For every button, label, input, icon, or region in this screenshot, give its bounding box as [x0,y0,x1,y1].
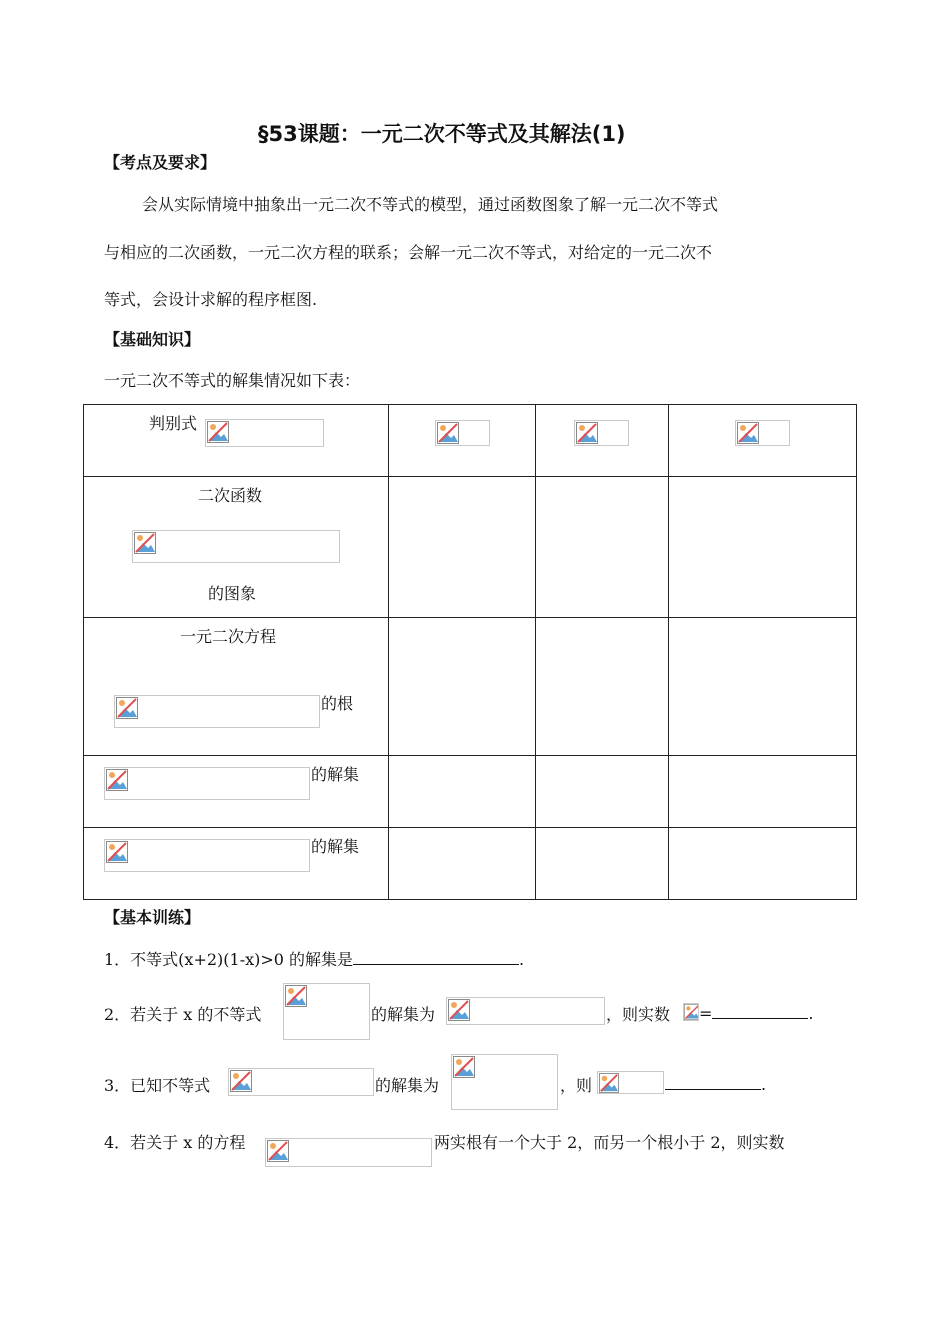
section-training: 【基本训练】 [104,908,201,927]
table-cell [536,405,669,477]
table-row-equation-roots [84,618,857,756]
problem-3-text-a: 3．已知不等式 [104,1076,211,1095]
table-cell [84,828,389,900]
formula-image-icon [228,1068,374,1096]
table-cell [84,405,389,477]
problem-2-equals: = [699,1004,713,1023]
requirements-line-1: 会从实际情境中抽象出一元二次不等式的模型，通过函数图象了解一元二次不等式 [142,195,719,214]
formula-image-icon [265,1138,432,1167]
formula-image-icon [574,420,629,446]
formula-image-icon [283,983,370,1040]
requirements-line-3: 等式，会设计求解的程序框图. [104,290,318,309]
answer-blank [353,948,519,965]
equation-label-top: 一元二次方程 [180,627,277,646]
section-requirements: 【考点及要求】 [104,153,217,172]
table-cell [84,477,389,618]
page-title: §53课题：一元二次不等式及其解法(1) [258,122,626,146]
problem-2-text-b: 的解集为 [371,1005,436,1024]
formula-image-icon [446,997,605,1025]
problem-4-text-a: 4．若关于 x 的方程 [104,1133,246,1152]
requirements-line-2: 与相应的二次函数，一元二次方程的联系；会解一元二次不等式，对给定的一元二次不 [104,243,713,262]
formula-image-icon [597,1071,664,1094]
problem-2-text-c: ，则实数 [606,1005,671,1024]
answer-blank [665,1073,761,1090]
problem-4-text-b: 两实根有一个大于 2，而另一个根小于 2，则实数 [434,1133,785,1152]
table-cell [536,477,669,618]
function-label-bottom: 的图象 [208,584,257,603]
problem-2-text-a: 2．若关于 x 的不等式 [104,1005,262,1024]
problem-2-end: . [808,1004,814,1023]
table-row-discriminant [84,405,857,477]
formula-image-icon [735,420,790,446]
function-label-top: 二次函数 [198,486,263,505]
table-cell [84,618,389,756]
problem-2-answer [699,1002,814,1023]
solution-gt-label: 的解集 [311,765,360,784]
table-cell [389,618,536,756]
answer-blank [712,1002,808,1019]
table-cell [536,828,669,900]
formula-image-icon [205,419,324,447]
formula-image-icon [435,420,490,446]
table-intro: 一元二次不等式的解集情况如下表： [104,371,361,390]
table-cell [536,756,669,828]
table-cell [536,618,669,756]
table-row-solution-gt [84,756,857,828]
problem-1-text: 1．不等式(x+2)(1-x)>0 的解集是 [104,950,354,969]
formula-image-icon [451,1054,558,1110]
solution-lt-label: 的解集 [311,837,360,856]
table-cell [389,405,536,477]
section-basics: 【基础知识】 [104,330,201,349]
table-cell [84,756,389,828]
table-row-function-graph [84,477,857,618]
problem-3-answer [665,1073,766,1094]
table-cell [669,477,857,618]
solution-set-table [83,404,857,900]
table-cell [669,756,857,828]
formula-image-icon [114,695,320,728]
formula-image-icon [132,530,340,563]
formula-image-icon [104,839,310,872]
problem-3-text-b: 的解集为 [375,1076,440,1095]
table-cell [669,618,857,756]
discriminant-label: 判别式 [149,414,198,433]
table-row-solution-lt [84,828,857,900]
problem-3-text-c: ，则 [560,1076,593,1095]
table-cell [669,828,857,900]
table-cell [389,477,536,618]
formula-image-icon [683,1003,699,1021]
formula-image-icon [104,767,310,800]
problem-3-end: . [761,1075,767,1094]
table-cell [669,405,857,477]
problem-1 [104,947,524,970]
equation-label-bottom: 的根 [321,694,354,713]
problem-1-end: . [519,950,525,969]
table-cell [389,828,536,900]
table-cell [389,756,536,828]
